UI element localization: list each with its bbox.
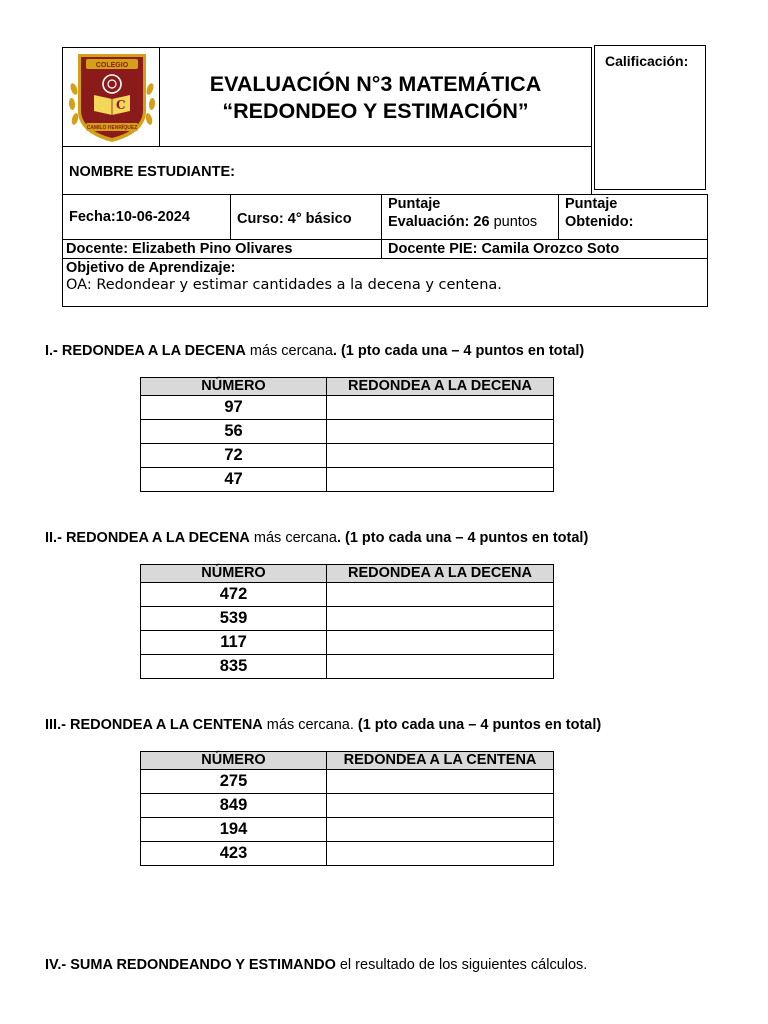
objective-label: Objetivo de Aprendizaje: [66, 260, 236, 276]
answer-cell[interactable] [327, 468, 554, 492]
pie-teacher-name: Docente PIE: Camila Orozco Soto [388, 241, 620, 257]
column-header-answer: REDONDEA A LA DECENA [327, 378, 554, 396]
number-cell: 849 [141, 794, 327, 818]
number-cell: 472 [141, 583, 327, 607]
section-1-title: I.- REDONDEA A LA DECENA más cercana. (1 pto cada una – 4 puntos en total) [45, 343, 585, 359]
answer-cell[interactable] [327, 770, 554, 794]
answer-cell[interactable] [327, 655, 554, 679]
section-4-title: IV.- SUMA REDONDEANDO Y ESTIMANDO el resultado de los siguientes cálculos. [45, 957, 588, 973]
date-cell [62, 194, 231, 240]
title-cell [159, 47, 592, 147]
answer-cell[interactable] [327, 842, 554, 866]
answer-cell[interactable] [327, 607, 554, 631]
table-row [141, 818, 554, 842]
number-cell: 194 [141, 818, 327, 842]
table-row [141, 794, 554, 818]
total-score-line1: Puntaje [388, 196, 441, 212]
course-cell [230, 194, 382, 240]
column-header-answer: REDONDEA A LA DECENA [327, 565, 554, 583]
pie-teacher-cell [381, 239, 708, 259]
answer-cell[interactable] [327, 444, 554, 468]
svg-text:COLEGIO: COLEGIO [95, 62, 129, 69]
exam-title: EVALUACIÓN N°3 MATEMÁTICA [209, 72, 542, 96]
table-row [141, 444, 554, 468]
teacher-name: Docente: Elizabeth Pino Olivares [66, 241, 293, 257]
table-row [141, 631, 554, 655]
student-name-field[interactable] [62, 146, 592, 195]
number-cell: 72 [141, 444, 327, 468]
number-cell: 47 [141, 468, 327, 492]
table-row [141, 770, 554, 794]
course-value: 4° básico [287, 211, 352, 227]
school-logo-cell [62, 47, 160, 147]
number-cell: 423 [141, 842, 327, 866]
total-score-unit: puntos [493, 214, 538, 230]
exam-subtitle: “REDONDEO Y ESTIMACIÓN” [222, 99, 529, 123]
obtained-score-line2: Obtenido: [565, 214, 634, 230]
course-label: Curso: [237, 211, 284, 227]
column-header-answer: REDONDEA A LA CENTENA [327, 752, 554, 770]
number-cell: 117 [141, 631, 327, 655]
obtained-score-cell[interactable] [558, 194, 708, 240]
teacher-cell [62, 239, 382, 259]
answer-cell[interactable] [327, 583, 554, 607]
column-header-number: NÚMERO [141, 565, 327, 583]
answer-cell[interactable] [327, 631, 554, 655]
number-cell: 56 [141, 420, 327, 444]
svg-text:C: C [116, 98, 126, 112]
number-cell: 835 [141, 655, 327, 679]
table-row [141, 396, 554, 420]
table-row [141, 842, 554, 866]
grade-label: Calificación: [605, 53, 689, 69]
date-label: Fecha: [69, 209, 116, 225]
svg-text:CAMILO HENRÍQUEZ: CAMILO HENRÍQUEZ [86, 125, 138, 131]
column-header-number: NÚMERO [141, 752, 327, 770]
objective-text: OA: Redondear y estimar cantidades a la decena y centena. [66, 277, 502, 293]
objective-cell [62, 258, 708, 307]
total-score-label: Evaluación: [388, 214, 470, 230]
table-row [141, 655, 554, 679]
table-row [141, 583, 554, 607]
answer-cell[interactable] [327, 818, 554, 842]
answer-cell[interactable] [327, 794, 554, 818]
school-logo [64, 49, 160, 147]
table-row [141, 607, 554, 631]
number-cell: 275 [141, 770, 327, 794]
number-cell: 97 [141, 396, 327, 420]
section-1-table [140, 377, 554, 492]
section-3-title: III.- REDONDEA A LA CENTENA más cercana. (1 pto cada una – 4 puntos en total) [45, 717, 602, 733]
total-score-value: 26 [473, 214, 490, 230]
section-2-table [140, 564, 554, 679]
section-2-title: II.- REDONDEA A LA DECENA más cercana. (1 pto cada una – 4 puntos en total) [45, 530, 589, 546]
table-row [141, 468, 554, 492]
table-row [141, 420, 554, 444]
grade-box[interactable] [594, 45, 706, 190]
number-cell: 539 [141, 607, 327, 631]
section-3-table [140, 751, 554, 866]
student-name-label: NOMBRE ESTUDIANTE: [69, 164, 235, 180]
answer-cell[interactable] [327, 420, 554, 444]
date-value: 10-06-2024 [115, 209, 190, 225]
answer-cell[interactable] [327, 396, 554, 420]
total-score-cell [381, 194, 559, 240]
column-header-number: NÚMERO [141, 378, 327, 396]
obtained-score-line1: Puntaje [565, 196, 618, 212]
